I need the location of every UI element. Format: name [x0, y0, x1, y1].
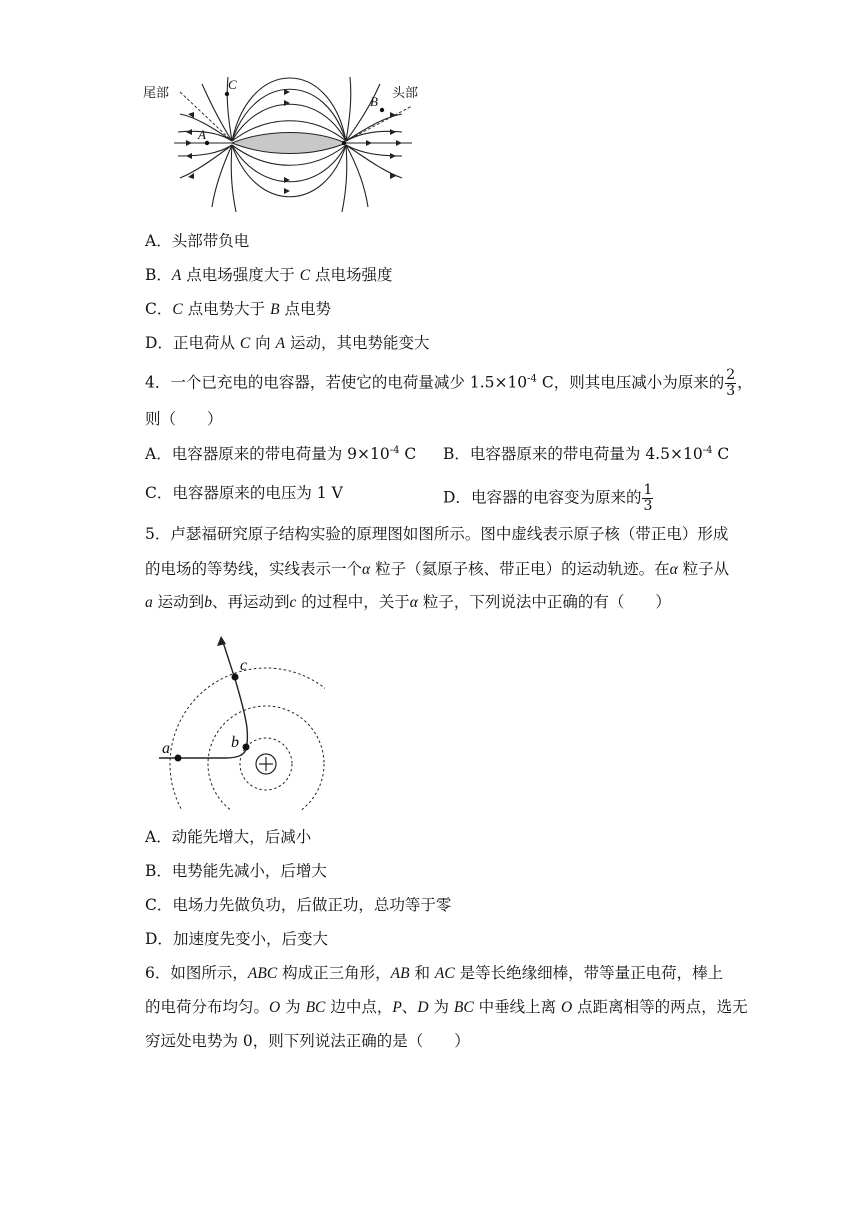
denominator: 3	[643, 498, 653, 514]
option-text: 点电势大于	[182, 300, 271, 318]
option-text: 向	[250, 334, 276, 352]
fraction-one-third	[642, 483, 653, 514]
symbol: O	[561, 999, 573, 1016]
point-a-label: a	[162, 740, 170, 757]
exponent: -4	[527, 373, 537, 385]
q4-option-a	[145, 444, 416, 464]
option-text: 电势能先减小，后增大	[171, 862, 327, 880]
option-text: 正电荷从	[172, 334, 240, 352]
stem-text: 一个已充电的电容器，若使它的电荷量减少 1.5×10	[170, 373, 528, 392]
point-symbol: B	[270, 301, 280, 318]
option-text: 点电场强度	[310, 266, 393, 284]
option-text: C	[712, 445, 730, 463]
fraction-two-thirds	[725, 368, 736, 399]
q4-stem-line2: 则（ ）	[145, 410, 223, 428]
stem-text: 粒子从	[677, 560, 730, 578]
tail-label: 尾部	[143, 86, 170, 101]
stem-text: 如图所示，	[170, 964, 248, 982]
exponent: -4	[389, 444, 400, 456]
stem-text: 点距离相等的两点，选无	[572, 998, 748, 1016]
option-text: 头部带负电	[171, 232, 250, 250]
option-letter: C．	[145, 300, 173, 318]
point-symbol: b	[204, 594, 212, 611]
stem-text: 的电场的等势线，实线表示一个	[145, 560, 363, 578]
stem-text: 为	[280, 998, 306, 1016]
q5-stem-line3	[145, 592, 671, 613]
symbol: O	[269, 999, 281, 1016]
point-symbol: C	[239, 335, 251, 352]
point-symbol: c	[289, 594, 297, 611]
q3-option-c	[145, 299, 331, 320]
q5-option-a	[145, 827, 311, 847]
option-text: 电场力先做负功，后做正功，总功等于零	[172, 896, 452, 914]
q4-option-c	[145, 483, 343, 503]
q3-option-a	[145, 231, 249, 251]
option-letter: A．	[145, 828, 172, 846]
stem-text: 边中点，	[325, 998, 393, 1016]
head-label: 头部	[392, 86, 419, 101]
stem-text: 为	[428, 998, 454, 1016]
option-text: 运动，其电势能变大	[285, 334, 430, 352]
option-letter: B．	[145, 862, 172, 880]
point-b-label: b	[231, 734, 239, 751]
stem-text: 、	[401, 998, 418, 1016]
stem-text: ，	[737, 373, 753, 392]
stem-text: 的电荷分布均匀。	[145, 998, 270, 1016]
stem-text: 粒子（氦原子核、带正电）的运动轨迹。在	[370, 560, 670, 578]
symbol: BC	[453, 999, 474, 1016]
option-letter: A．	[145, 232, 172, 250]
symbol: AC	[434, 965, 455, 982]
point-symbol: a	[145, 594, 153, 611]
stem-text: 运动到	[152, 593, 205, 611]
alpha-symbol: α	[362, 561, 371, 578]
symbol: BC	[305, 999, 326, 1016]
q5-option-c	[145, 895, 451, 915]
option-letter: A．	[145, 445, 172, 463]
option-letter: B．	[145, 266, 172, 284]
point-symbol: C	[299, 267, 311, 284]
question-number: 6．	[145, 964, 171, 982]
stem-text: 、再运动到	[211, 593, 290, 611]
point-symbol: C	[172, 301, 183, 318]
q5-option-d	[145, 929, 328, 949]
stem-text: 粒子，下列说法中正确的有（ ）	[417, 593, 671, 611]
denominator: 3	[726, 383, 736, 399]
option-letter: B．	[443, 445, 470, 463]
exponent: -4	[702, 444, 713, 456]
option-text: 电容器的电容变为原来的	[470, 488, 642, 507]
option-text: 点电场强度大于	[181, 266, 300, 284]
option-text: 加速度先变小，后变大	[172, 930, 328, 948]
option-letter: D．	[145, 930, 173, 948]
alpha-symbol: α	[409, 594, 418, 611]
option-letter: D．	[145, 334, 173, 352]
question-number: 4．	[145, 373, 171, 392]
q5-stem-line2	[145, 559, 729, 580]
point-c-label: c	[240, 657, 248, 674]
point-c-label: C	[228, 77, 237, 92]
symbol: AB	[390, 965, 410, 982]
option-text: 电容器原来的电压为 1 V	[172, 484, 343, 502]
symbol: D	[417, 999, 429, 1016]
stem-text: 卢瑟福研究原子结构实验的原理图如图所示。图中虚线表示原子核（带正电）形成	[170, 525, 729, 543]
option-text: 电容器原来的带电荷量为 9×10	[171, 445, 390, 463]
q4-option-d	[443, 483, 654, 514]
option-letter: D．	[443, 488, 471, 507]
q6-stem-line1	[145, 963, 723, 984]
stem-text: C，则其电压减小为原来的	[536, 373, 725, 392]
numerator: 1	[643, 482, 653, 498]
symbol: P	[392, 999, 402, 1016]
symbol: ABC	[247, 965, 278, 982]
point-a-label: A	[198, 127, 206, 142]
numerator: 2	[726, 367, 736, 383]
stem-text: 构成正三角形，	[277, 964, 391, 982]
q3-option-d	[145, 333, 429, 354]
stem-text: 是等长绝缘细棒，带等量正电荷，棒上	[454, 964, 724, 982]
option-text: C	[399, 445, 417, 463]
option-letter: C．	[145, 484, 173, 502]
point-b-label: B	[370, 94, 378, 109]
q3-option-b	[145, 265, 393, 286]
stem-text: 和	[409, 964, 435, 982]
point-symbol: A	[275, 335, 286, 352]
option-letter: C．	[145, 896, 173, 914]
q5-stem-line1	[145, 524, 728, 544]
q6-stem-line3: 穷远处电势为 0，则下列说法正确的是（ ）	[145, 1032, 470, 1050]
alpha-symbol: α	[669, 561, 678, 578]
q4-stem-line1	[145, 368, 753, 399]
q6-stem-line2	[145, 997, 748, 1018]
q4-option-b	[443, 444, 729, 464]
stem-text: 的过程中，关于	[296, 593, 410, 611]
q5-option-b	[145, 861, 327, 881]
option-text: 点电势	[279, 300, 331, 318]
stem-text: 中垂线上离	[473, 998, 562, 1016]
point-symbol: A	[171, 267, 182, 284]
question-number: 5．	[145, 525, 171, 543]
option-text: 电容器原来的带电荷量为 4.5×10	[469, 445, 703, 463]
option-text: 动能先增大，后减小	[171, 828, 312, 846]
